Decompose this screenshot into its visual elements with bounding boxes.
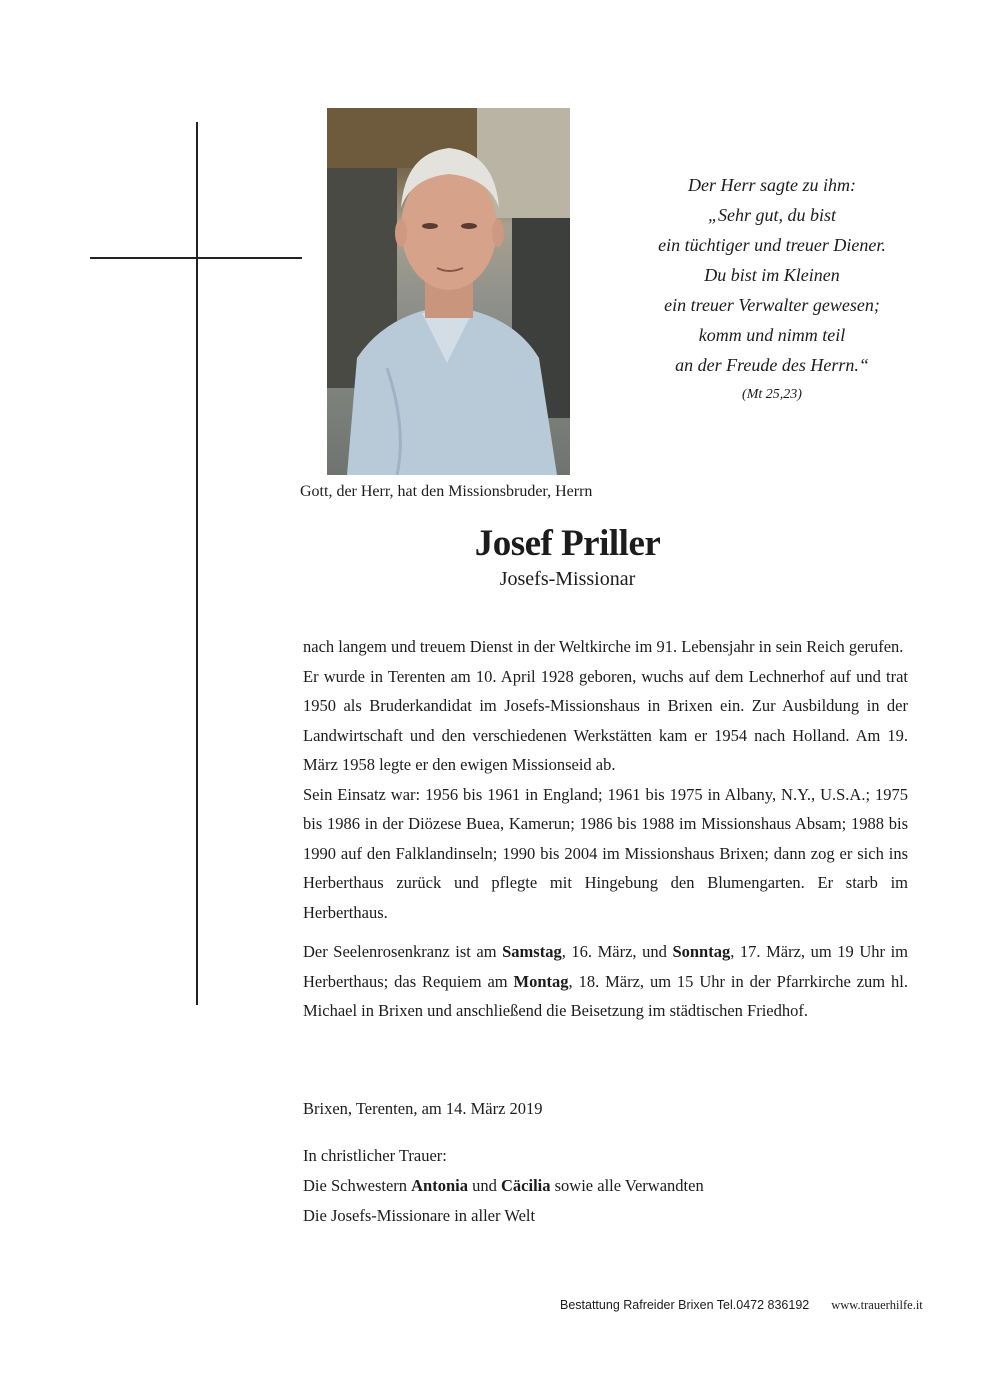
funeral-text: Der Seelenrosenkranz ist am bbox=[303, 942, 503, 961]
cross-horizontal-bar bbox=[90, 257, 302, 259]
mourners-line-1 bbox=[303, 1171, 704, 1201]
intro-text: Gott, der Herr, hat den Missionsbruder, Herrn bbox=[300, 483, 593, 500]
portrait-photo bbox=[327, 108, 570, 475]
funeral-day-sunday: Sonntag bbox=[672, 942, 731, 961]
quote-line: „Sehr gut, du bist bbox=[707, 205, 836, 225]
place-and-date: Brixen, Terenten, am 14. März 2019 bbox=[303, 1099, 543, 1118]
mourners-text: sowie alle Verwandten bbox=[550, 1176, 704, 1195]
funeral-day-saturday: Samstag bbox=[502, 942, 562, 961]
mourners-line-2: Die Josefs-Missionare in aller Welt bbox=[303, 1206, 536, 1225]
body-paragraph-2: Er wurde in Terenten am 10. April 1928 geboren, wuchs auf dem Lechnerhof auf und trat 1950 als Bruderkandidat im Josefs-Missionshaus in Brixen ein. Zur Ausbildung in der Landwirtschaft und den verschiedenen Werkstätten kam er 1954 nach Holland. Am 19. März 1958 legte er den ewigen Missionseid ab. bbox=[303, 666, 908, 774]
cross-vertical-bar bbox=[196, 122, 198, 1005]
sister-name-caecilia: Cäcilia bbox=[501, 1176, 551, 1195]
body-paragraph-3: Sein Einsatz war: 1956 bis 1961 in England; 1961 bis 1975 in Albany, N.Y., U.S.A.; 1975 bis 1986 in der Diözese Buea, Kamerun; 1986 bis 1988 im Missionshaus Absam; 1988 bis 1990 auf den Falklandinseln; 1990 bis 2004 im Missionshaus Brixen; dann zog er sich ins Herberthaus zurück und pflegte mit Hingebung den Blumengarten. Er starb im Herberthaus. bbox=[303, 784, 908, 922]
quote-line: komm und nimm teil bbox=[698, 325, 846, 345]
undertaker-contact: Bestattung Rafreider Brixen Tel.0472 836192 bbox=[560, 1298, 810, 1312]
mourners-block bbox=[303, 1141, 704, 1231]
quote-line: ein tüchtiger und treuer Diener. bbox=[658, 235, 886, 255]
deceased-title: Josefs-Missionar bbox=[499, 568, 636, 590]
mourners-heading: In christlicher Trauer: bbox=[303, 1146, 447, 1165]
mourners-text: Die Schwestern bbox=[303, 1176, 412, 1195]
quote-line: an der Freude des Herrn.“ bbox=[675, 355, 869, 375]
funeral-day-monday: Montag bbox=[513, 971, 569, 991]
quote-line: Der Herr sagte zu ihm: bbox=[688, 175, 856, 195]
funeral-text: , 18. März, um 15 Uhr in der Pfarrkirche zum hl. Michael in Brixen und anschließend die Beisetzung im städtischen Friedhof. bbox=[303, 971, 908, 1020]
funeral-paragraph bbox=[303, 937, 908, 1026]
quote-line: Du bist im Kleinen bbox=[704, 265, 840, 285]
website-link[interactable]: www.trauerhilfe.it bbox=[831, 1298, 923, 1312]
body-paragraph-1: nach langem und treuem Dienst in der Weltkirche im 91. Lebensjahr in sein Reich gerufen. bbox=[303, 637, 904, 656]
sister-name-antonia: Antonia bbox=[411, 1176, 468, 1195]
obituary-body bbox=[303, 632, 908, 1026]
funeral-text: , 16. März, und bbox=[561, 942, 673, 961]
quote-reference: (Mt 25,23) bbox=[742, 387, 802, 402]
bible-quote bbox=[612, 170, 932, 406]
mourners-text: und bbox=[468, 1176, 501, 1195]
quote-line: ein treuer Verwalter gewesen; bbox=[664, 295, 880, 315]
deceased-name: Josef Priller bbox=[474, 523, 661, 564]
funeral-text: , 17. März, um 19 Uhr im Herberthaus; das Requiem am bbox=[303, 942, 908, 991]
footer bbox=[560, 1297, 923, 1313]
